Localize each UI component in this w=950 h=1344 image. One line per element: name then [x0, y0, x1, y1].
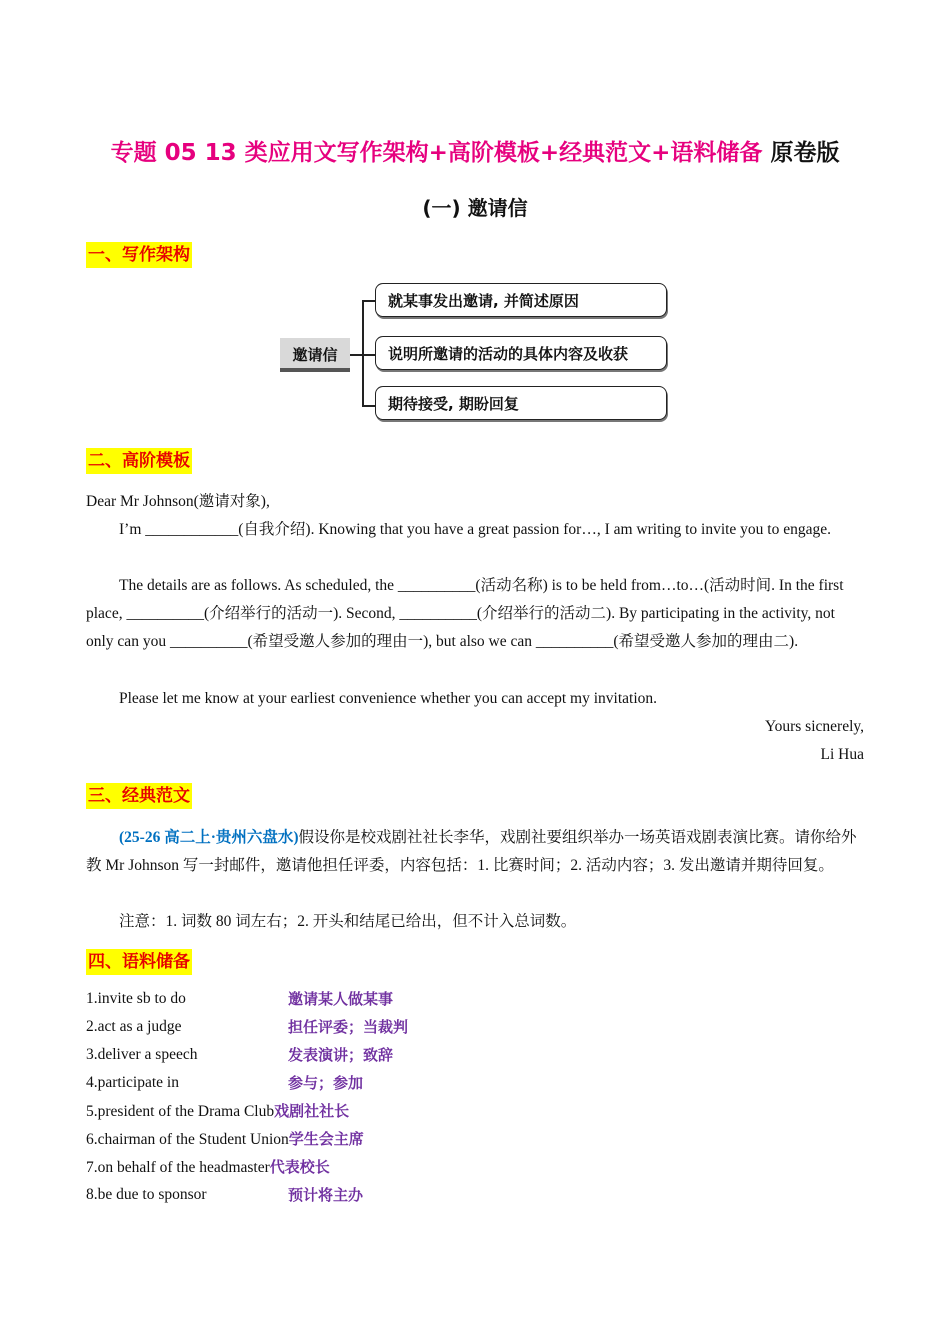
vocab-en: 4.participate in: [86, 1074, 179, 1091]
diagram-node: 就某事发出邀请, 并简述原因: [375, 283, 667, 317]
diagram-node: 说明所邀请的活动的具体内容及收获: [375, 336, 667, 370]
template-closing: Yours sicnerely,: [764, 718, 864, 735]
section-heading-vocab: 四、语料储备: [86, 949, 192, 975]
vocab-zh: 参与；参加: [288, 1074, 364, 1092]
template-paragraph-3: Please let me know at your earliest convenience whether you can accept my invitation.: [119, 690, 657, 707]
connector: [362, 405, 375, 407]
diagram-root: 邀请信: [280, 338, 350, 372]
vocab-zh: 学生会主席: [288, 1130, 364, 1148]
vocab-item: [86, 1181, 364, 1209]
connector: [362, 300, 364, 406]
connector: [362, 300, 375, 302]
template-greeting: Dear Mr Johnson(邀请对象),: [86, 493, 270, 510]
vocab-list: [86, 985, 409, 1209]
structure-diagram: [280, 280, 680, 425]
template-signature: Li Hua: [820, 746, 864, 763]
vocab-en: 8.be due to sponsor: [86, 1186, 207, 1203]
template-paragraph-1: I’m ____________(自我介绍). Knowing that you have a great passion for…, I am writing to invite you to engage.: [119, 521, 832, 538]
vocab-item: [86, 1041, 394, 1069]
vocab-en: 2.act as a judge: [86, 1018, 182, 1035]
vocab-en: 7.on behalf of the headmaster: [86, 1159, 270, 1176]
vocab-en: 1.invite sb to do: [86, 990, 186, 1007]
page-title: [0, 134, 950, 167]
title-version: 原卷版: [770, 140, 840, 166]
vocab-item: [86, 1153, 364, 1181]
vocab-item: [86, 1097, 364, 1125]
example-prompt: [86, 824, 864, 880]
template-paragraph-2: The details are as follows. As scheduled, the __________(活动名称) is to be held from…to…(活动时间. In the first place, __________(介绍举行的活动一). Second, __________(介绍举行的活动二). By participating in the activity, not only can you __________(希望受邀人参加的理由一), but also we can __________(希望受邀人参加的理由二).: [86, 577, 844, 650]
vocab-en: 3.deliver a speech: [86, 1046, 198, 1063]
vocab-en: 6.chairman of the Student Union: [86, 1131, 289, 1148]
example-text: 假设你是校戏剧社社长李华，戏剧社要组织举办一场英语戏剧表演比赛。请你给外教 Mr Johnson 写一封邮件，邀请他担任评委，内容包括：1. 比赛时间；2. 活动内容；3. 发出邀请并期待回复。: [86, 829, 857, 874]
vocab-item: [86, 1069, 364, 1097]
vocab-item: [86, 1125, 364, 1153]
vocab-en: 5.president of the Drama Club: [86, 1103, 275, 1120]
vocab-zh: 戏剧社社长: [274, 1102, 350, 1120]
example-note: 注意：1. 词数 80 词左右；2. 开头和结尾已给出，但不计入总词数。: [119, 913, 577, 930]
vocab-zh: 预计将主办: [288, 1186, 364, 1204]
vocab-zh: 代表校长: [269, 1158, 330, 1176]
section-heading-template: 二、高阶模板: [86, 448, 192, 474]
example-source: (25-26 高二上·贵州六盘水): [119, 829, 299, 846]
section-heading-example: 三、经典范文: [86, 783, 192, 809]
vocab-zh: 发表演讲；致辞: [288, 1046, 394, 1064]
vocab-item: [86, 1013, 409, 1041]
vocab-zh: 担任评委；当裁判: [288, 1018, 409, 1036]
connector: [350, 354, 362, 356]
title-main: 专题 05 13 类应用文写作架构+高阶模板+经典范文+语料储备: [110, 140, 763, 166]
section-heading-structure: 一、写作架构: [86, 242, 192, 268]
vocab-zh: 邀请某人做某事: [288, 990, 394, 1008]
vocab-item: [86, 985, 394, 1013]
diagram-node: 期待接受, 期盼回复: [375, 386, 667, 420]
connector: [362, 354, 375, 356]
subtitle: (一) 邀请信: [422, 196, 528, 220]
